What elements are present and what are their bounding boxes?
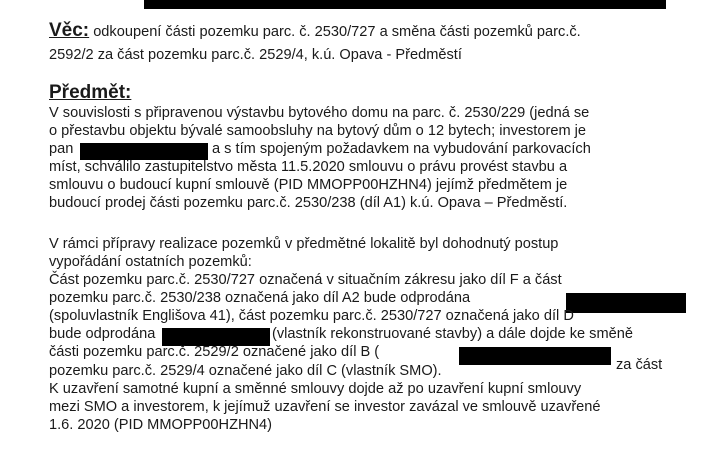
p1-line-4: míst, schválilo zastupitelstvo města 11.5.2020 smlouvu o právu provést stavbu a [49, 159, 568, 175]
p2-line-10: mezi SMO a investorem, k jejímuž uzavření se investor zavázal ve smlouvě uzavřené [49, 399, 601, 415]
p2-line-3: Část pozemku parc.č. 2530/727 označená v situačním zákresu jako díl F a část [49, 272, 562, 288]
heading-predmet: Předmět: [49, 82, 132, 103]
p1-line-3-end: a s tím spojeným požadavkem na vybudování parkovacích [212, 141, 591, 157]
subject-text-1: odkoupení části pozemku parc. č. 2530/727 a směna části pozemků parc.č. [89, 24, 581, 40]
p2-line-6-start: bude odprodána [49, 326, 156, 342]
p2-line-7-end: za část [616, 357, 663, 373]
subject-line-2: 2592/2 za část pozemku parc.č. 2529/4, k.ú. Opava - Předměstí [49, 47, 462, 63]
subject-line-1 [49, 22, 581, 41]
redaction-top-bar [144, 0, 666, 9]
p1-line-1: V souvislosti s připravenou výstavbu bytového domu na parc. č. 2530/229 (jedná se [49, 105, 590, 121]
p2-line-6-end: (vlastník rekonstruované stavby) a dále dojde ke směně [272, 326, 633, 342]
p2-line-1: V rámci přípravy realizace pozemků v předmětné lokalitě byl dohodnutý postup [49, 236, 559, 252]
p2-line-11: 1.6. 2020 (PID MMOPP00HZHN4) [49, 417, 273, 433]
subject-label: Věc: [49, 20, 90, 41]
p1-line-5: smlouvu o budoucí kupní smlouvě (PID MMOPP00HZHN4) jejímž předmětem je [49, 177, 568, 193]
redaction-exchange-party [459, 347, 611, 365]
p2-line-4: pozemku parc.č. 2530/238 označená jako díl A2 bude odprodána [49, 290, 471, 306]
p2-line-8: pozemku parc.č. 2529/4 označené jako díl C (vlastník SMO). [49, 363, 442, 379]
redaction-investor-name [80, 143, 208, 160]
p2-line-9: K uzavření samotné kupní a směnné smlouvy dojde až po uzavření kupní smlouvy [49, 381, 582, 397]
p1-line-6: budoucí prodej části pozemku parc.č. 2530/238 (díl A1) k.ú. Opava – Předměstí. [49, 195, 568, 211]
p1-line-2: o přestavbu objektu bývalé samoobsluhy na bytový dům o 12 bytech; investorem je [49, 123, 587, 139]
p2-line-2: vypořádání ostatních pozemků: [49, 254, 252, 270]
p2-line-7: části pozemku parc.č. 2529/2 označené jako díl B ( [49, 344, 380, 360]
redaction-buyer-1 [566, 293, 686, 313]
p1-line-3-start: pan [49, 141, 74, 157]
p2-line-5: (spoluvlastník Englišova 41), část pozemku parc.č. 2530/727 označená jako díl D [49, 308, 574, 324]
